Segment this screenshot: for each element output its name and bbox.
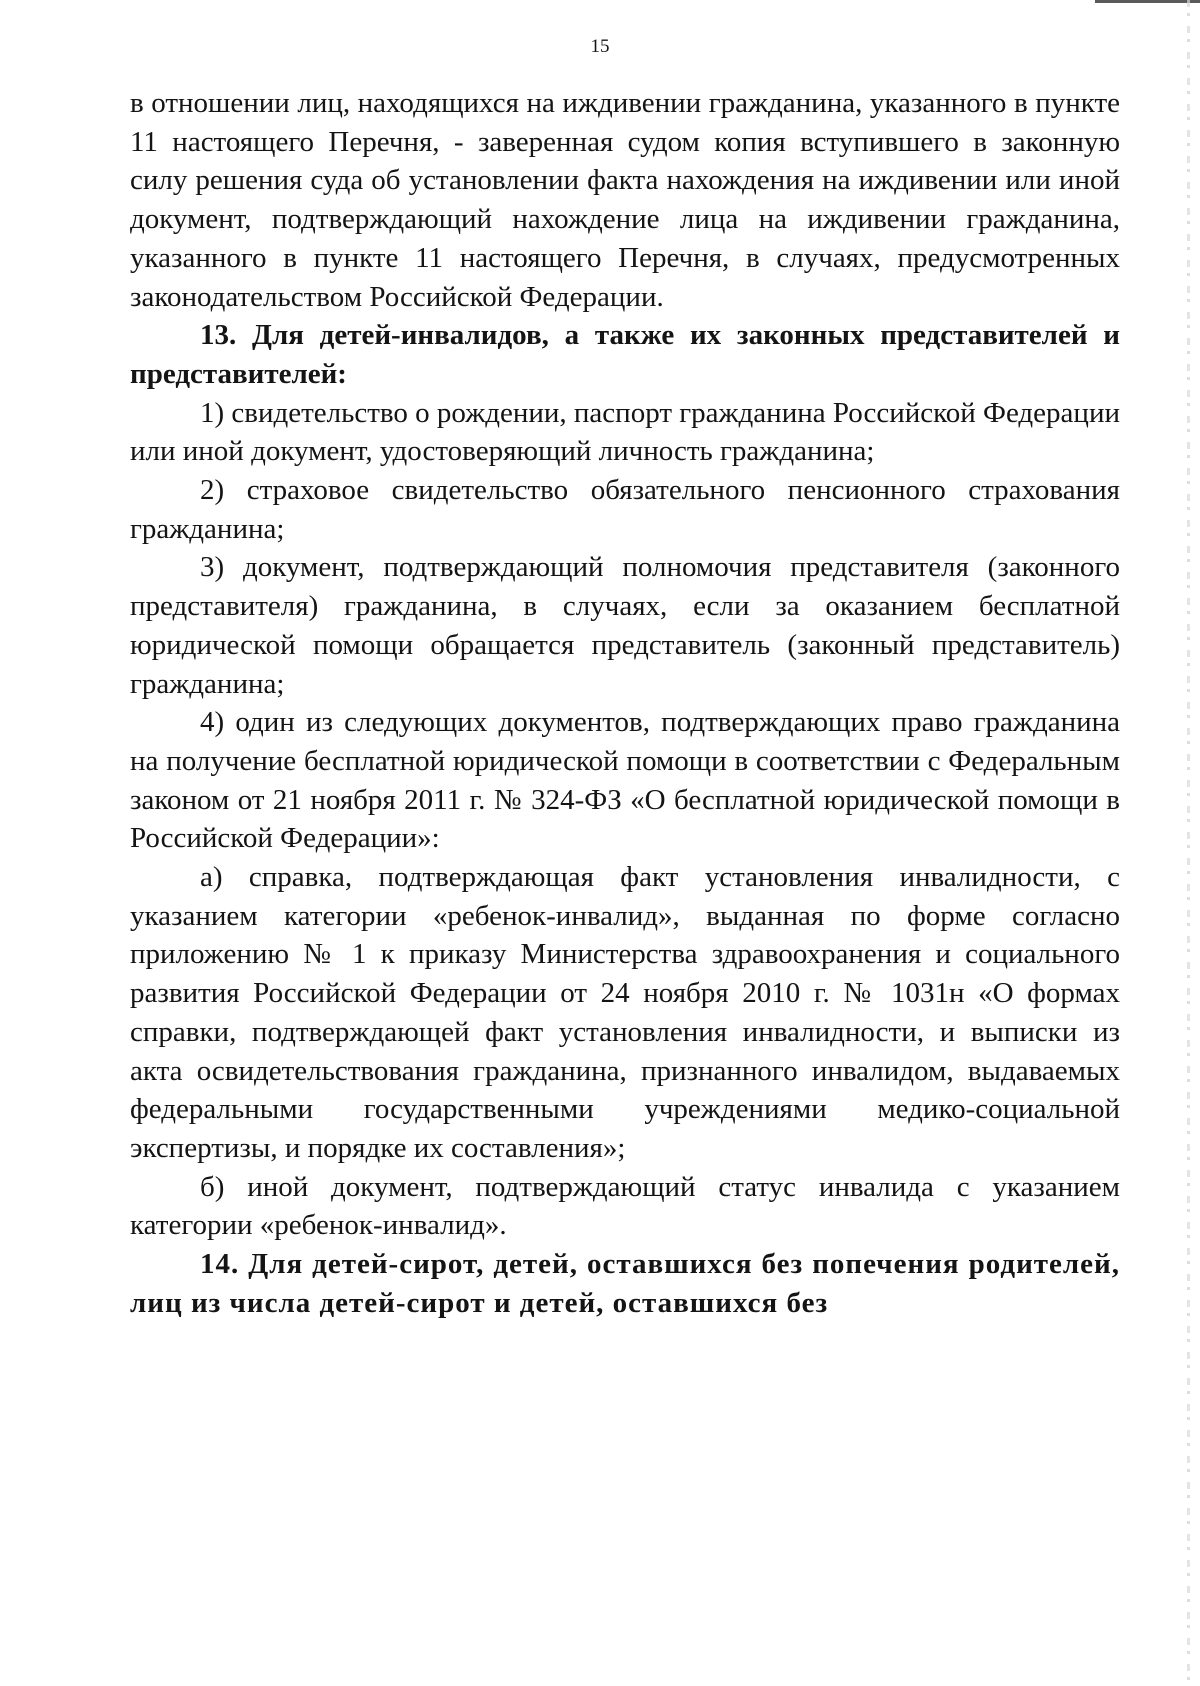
heading-item-14: 14. Для детей-сирот, детей, оставшихся без попечения родителей, лиц из числа детей-сирот и детей, оставшихся без — [130, 1248, 1120, 1319]
heading-item-13: 13. Для детей-инвалидов, а также их законных представителей и представителей: — [130, 319, 1120, 390]
scan-border-line — [1095, 0, 1200, 3]
sub-item-b: б) иной документ, подтверждающий статус инвалида с указанием категории «ребенок-инвалид». — [130, 1170, 1120, 1242]
list-item-4: 4) один из следующих документов, подтверждающих право гражданина на получение бесплатной юридической помощи в соответствии с Федеральным законом от 21 ноября 2011 г. № 324-ФЗ «О бесплатной юридической помощи в Российской Федерации»: — [130, 706, 1120, 855]
scan-edge-artifact — [1187, 0, 1190, 1686]
paragraph-dependents: в отношении лиц, находящихся на иждивении гражданина, указанного в пункте 11 настоящего Перечня, - заверенная судом копия вступившего в законную силу решения суда об установлении факта нахождения на иждивении или иной документ, подтверждающий нахождение лица на иждивении гражданина, указанного в пункте 11 настоящего Перечня, в случаях, предусмотренных законодательством Российской Федерации. — [130, 87, 1120, 313]
document-body — [130, 84, 1120, 1323]
list-item-1: 1) свидетельство о рождении, паспорт гражданина Российской Федерации или иной документ, удостоверяющий личность гражданина; — [130, 396, 1120, 468]
list-item-3: 3) документ, подтверждающий полномочия представителя (законного представителя) гражданина, в случаях, если за оказанием бесплатной юридической помощи обращается представитель (законный представитель) гражданина; — [130, 551, 1120, 700]
page-number: 15 — [590, 36, 610, 57]
list-item-2: 2) страховое свидетельство обязательного пенсионного страхования гражданина; — [130, 474, 1120, 545]
sub-item-a: а) справка, подтверждающая факт установления инвалидности, с указанием категории «ребенок-инвалид», выданная по форме согласно приложению № 1 к приказу Министерства здравоохранения и социального развития Российской Федерации от 24 ноября 2010 г. № 1031н «О формах справки, подтверждающей факт установления инвалидности, и выписки из акта освидетельствования гражданина, признанного инвалидом, выдаваемых федеральными государственными учреждениями медико-социальной экспертизы, и порядке их составления»; — [130, 861, 1120, 1164]
